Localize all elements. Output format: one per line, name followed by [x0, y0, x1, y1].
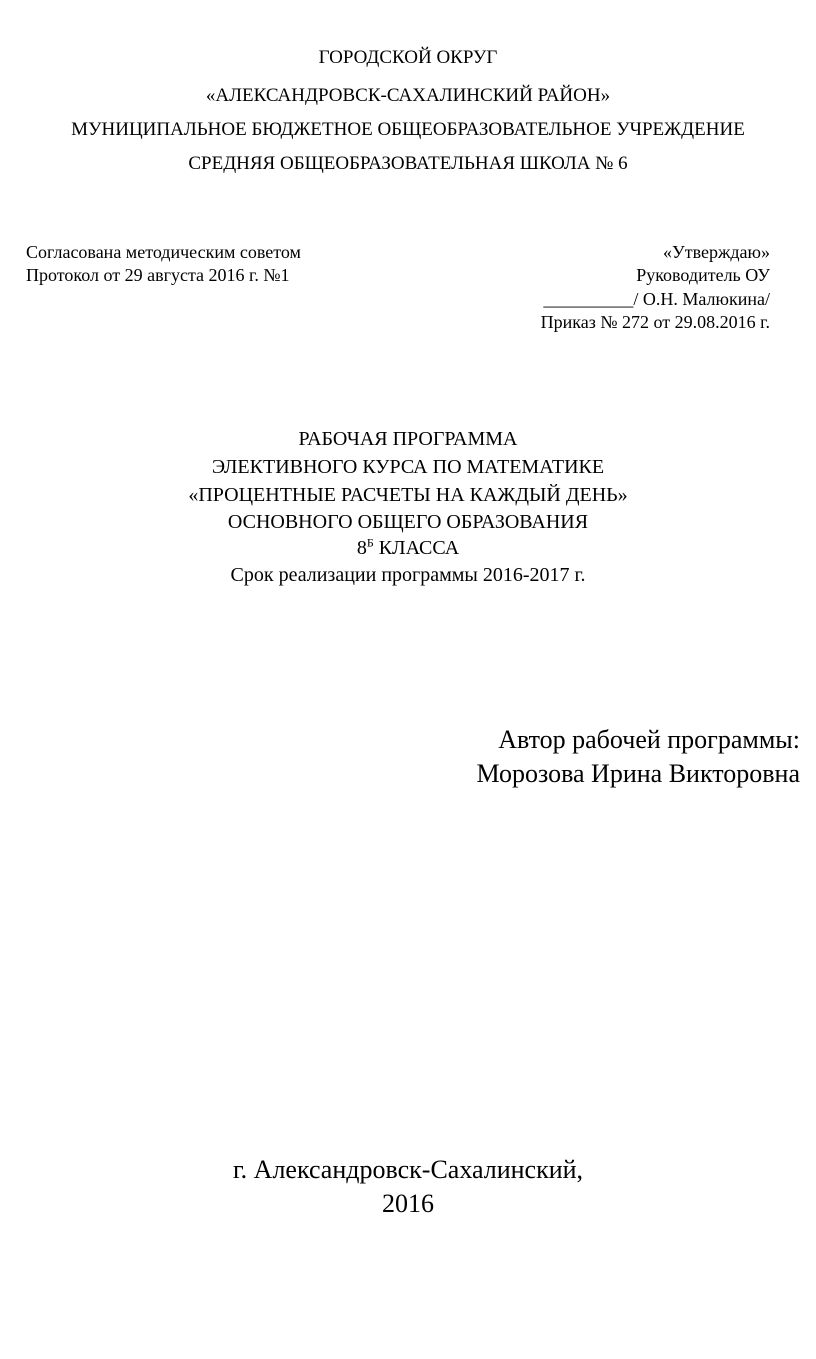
author-name: Морозова Ирина Викторовна	[476, 759, 800, 788]
approval-council: Согласована методическим советом	[26, 242, 301, 262]
header-region: «АЛЕКСАНДРОВСК-САХАЛИНСКИЙ РАЙОН»	[205, 85, 611, 106]
program-title: РАБОЧАЯ ПРОГРАММА	[298, 428, 518, 450]
approval-order: Приказ № 272 от 29.08.2016 г.	[540, 312, 770, 332]
header-school: СРЕДНЯЯ ОБЩЕОБРАЗОВАТЕЛЬНАЯ ШКОЛА № 6	[188, 153, 628, 174]
approval-approve: «Утверждаю»	[662, 242, 770, 262]
program-grade	[0, 536, 816, 560]
approval-head: Руководитель ОУ	[636, 265, 770, 285]
header-institution: МУНИЦИПАЛЬНОЕ БЮДЖЕТНОЕ ОБЩЕОБРАЗОВАТЕЛЬНОЕ УЧРЕЖДЕНИЕ	[71, 119, 745, 140]
grade-word: КЛАССА	[373, 537, 460, 559]
header-district: ГОРОДСКОЙ ОКРУГ	[318, 47, 498, 68]
program-period: Срок реализации программы 2016-2017 г.	[230, 564, 586, 586]
footer-year: 2016	[382, 1189, 434, 1218]
program-course-name: «ПРОЦЕНТНЫЕ РАСЧЕТЫ НА КАЖДЫЙ ДЕНЬ»	[188, 484, 628, 506]
program-course: ЭЛЕКТИВНОГО КУРСА ПО МАТЕМАТИКЕ	[211, 456, 605, 478]
grade-letter: Б	[366, 535, 374, 550]
program-education-level: ОСНОВНОГО ОБЩЕГО ОБРАЗОВАНИЯ	[227, 511, 589, 533]
footer-city: г. Александровск-Сахалинский,	[232, 1155, 584, 1184]
approval-signature: __________/ О.Н. Малюкина/	[543, 289, 770, 309]
approval-protocol: Протокол от 29 августа 2016 г. №1	[26, 265, 290, 285]
author-label: Автор рабочей программы:	[498, 725, 800, 754]
grade-number: 8	[356, 537, 367, 559]
